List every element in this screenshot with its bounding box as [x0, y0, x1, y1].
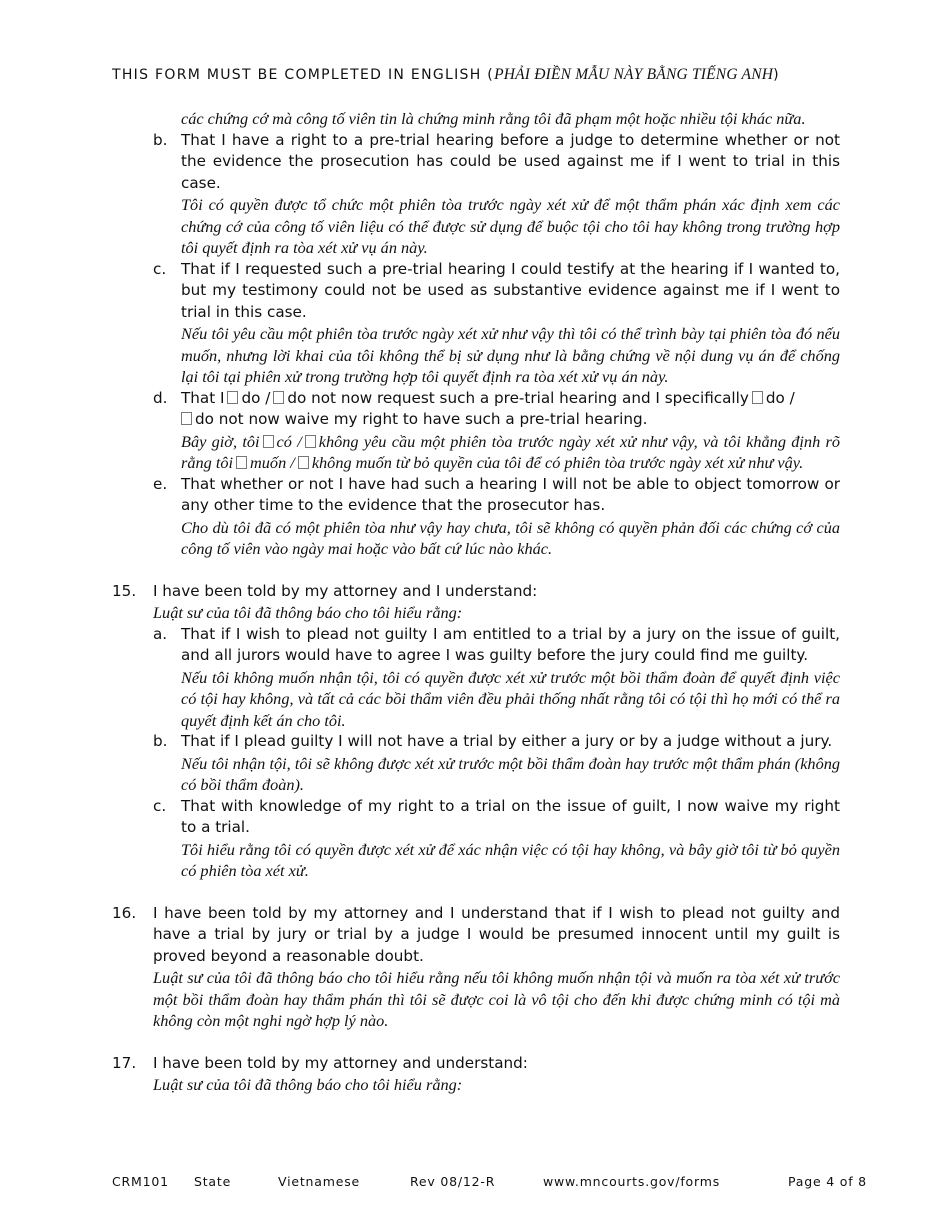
item-label: d.: [153, 388, 168, 407]
section-vn: Luật sư của tôi đã thông báo cho tôi hiểu rằng:: [153, 1075, 463, 1094]
item-en: That if I plead guilty I will not have a trial by either a jury or by a judge without a jury.: [181, 732, 833, 750]
section-vn: Luật sư của tôi đã thông báo cho tôi hiểu rằng nếu tôi không muốn nhận tội và muốn ra tòa xét xử trước một bồi thẩm đoàn hay thẩm phán thì tôi sẽ được coi là vô tội cho đến khi được chứng minh có tội mà không còn một nghi ngờ hợp lý nào.: [153, 968, 840, 1030]
item-vn: [181, 431, 840, 474]
item-14b: [112, 130, 840, 259]
text: do /: [241, 388, 271, 407]
text: do not now waive my right to have such a pre-trial hearing.: [195, 410, 648, 428]
item-15b: [112, 731, 840, 796]
item-14e: [112, 474, 840, 560]
section-16: [112, 903, 840, 1032]
section-en: I have been told by my attorney and understand:: [153, 1053, 528, 1072]
header-english: THIS FORM MUST BE COMPLETED IN ENGLISH (: [112, 67, 495, 83]
section-en: I have been told by my attorney and I understand:: [153, 581, 538, 600]
checkbox-do-request[interactable]: [227, 391, 238, 404]
checkbox-khong-muon[interactable]: [298, 456, 309, 469]
item-14c: [112, 259, 840, 388]
item-vn: Tôi hiểu rằng tôi có quyền được xét xử để xác nhận việc có tội hay không, và bây giờ tôi từ bỏ quyền có phiên tòa xét xử.: [181, 839, 840, 880]
footer-url[interactable]: www.mncourts.gov/forms: [543, 1174, 721, 1189]
item-vn: Nếu tôi yêu cầu một phiên tòa trước ngày xét xử như vậy thì tôi có thể trình bày tại phiên tòa đó nếu muốn, nhưng lời khai của tôi không thể bị sử dụng như là bằng chứng về nội dung vụ án để chống lại tôi tại phiên xử trong trường hợp tôi quyết định ra tòa xét xử vụ án này.: [181, 324, 840, 386]
text: không yêu cầu một phiên tòa trước ngày xét xử như vậy,: [318, 431, 698, 451]
footer-form-id: CRM101: [112, 1174, 169, 1189]
item-en: That whether or not I have had such a hearing I will not be able to object tomorrow or any other time to the evidence that the prosecutor has.: [181, 474, 840, 514]
item-14d: [112, 388, 840, 474]
item-15a: [112, 624, 840, 732]
item-vn: Nếu tôi không muốn nhận tội, tôi có quyền được xét xử trước một bồi thẩm đoàn để quyết định việc có tội hay không, và tất cả các bồi thẩm viên đều phải thống nhất rằng tôi có tội thì họ mới có thể ra quyết định kết án cho tôi.: [181, 667, 840, 730]
section-en: I have been told by my attorney and I understand that if I wish to plead not guilty and have a trial by jury or trial by a judge I would be presumed innocent until my guilt is proved beyond a reasonable doubt.: [153, 903, 840, 965]
section-number: 16.: [112, 903, 137, 922]
text: Bây giờ, tôi: [181, 431, 260, 451]
item-15c: [112, 796, 840, 882]
section-number: 15.: [112, 581, 137, 600]
item-label: b.: [153, 732, 168, 750]
checkbox-do-not-request[interactable]: [273, 391, 284, 404]
item-en: That with knowledge of my right to a trial on the issue of guilt, I now waive my right to a trial.: [181, 796, 840, 836]
page-header: [112, 66, 780, 84]
item-vn: Tôi có quyền được tổ chức một phiên tòa trước ngày xét xử để một thẩm phán xác định xem các chứng cớ của công tố viên liệu có thể được sử dụng để buộc tội cho tôi hay không trong trường hợp tôi quyết định ra tòa xét xử vụ án này.: [181, 195, 840, 257]
item-en: That if I requested such a pre-trial hearing I could testify at the hearing if I wanted to, but my testimony could not be used as substantive evidence against me if I went to trial in this case.: [181, 259, 840, 321]
footer-state: State: [194, 1174, 232, 1189]
text: do not now request such a pre-trial hearing and I specifically: [287, 388, 749, 407]
item-label: b.: [153, 130, 168, 149]
text: có /: [276, 431, 302, 451]
item-label: e.: [153, 474, 168, 493]
checkbox-muon[interactable]: [236, 456, 247, 469]
form-body: [112, 108, 840, 1096]
section-number: 17.: [112, 1053, 137, 1072]
continuation-vn: các chứng cớ mà công tố viên tin là chứng minh rằng tôi đã phạm một hoặc nhiều tội khác nữa.: [181, 109, 806, 128]
checkbox-co[interactable]: [263, 435, 274, 448]
checkbox-do-not-waive[interactable]: [181, 412, 192, 425]
footer-revision: Rev 08/12-R: [410, 1174, 496, 1189]
section-15: [112, 581, 840, 624]
item-label: c.: [153, 259, 167, 278]
text: do /: [765, 388, 795, 407]
text: và tôi khẳng định rõ rằng tôi: [181, 431, 840, 472]
text: That I: [181, 388, 225, 407]
header-close: ): [773, 67, 780, 83]
item-label: a.: [153, 624, 168, 643]
section-vn: Luật sư của tôi đã thông báo cho tôi hiểu rằng:: [153, 603, 463, 622]
checkbox-do-waive[interactable]: [752, 391, 763, 404]
header-vietnamese: PHẢI ĐIỀN MẪU NÀY BẰNG TIẾNG ANH: [494, 66, 774, 83]
item-en: That if I wish to plead not guilty I am entitled to a trial by a jury on the issue of guilt, and all jurors would have to agree I was guilty before the jury could find me guilty.: [181, 624, 840, 664]
item-vn: Nếu tôi nhận tội, tôi sẽ không được xét xử trước một bồi thẩm đoàn hay trước một thẩm phán (không có bồi thẩm đoàn).: [181, 753, 840, 794]
item-en: [181, 388, 840, 431]
text: muốn /: [250, 453, 295, 472]
item-en: That I have a right to a pre-trial hearing before a judge to determine whether or not the evidence the prosecution has could be used against me if I went to trial in this case.: [181, 130, 840, 192]
item-label: c.: [153, 796, 167, 815]
text: không muốn từ bỏ quyền của tôi để có phiên tòa trước ngày xét xử như vậy.: [311, 453, 804, 472]
footer-language: Vietnamese: [278, 1174, 360, 1189]
section-17: [112, 1053, 840, 1096]
footer-page-number: Page 4 of 8: [788, 1174, 867, 1189]
item-vn: Cho dù tôi đã có một phiên tòa như vậy hay chưa, tôi sẽ không có quyền phản đối các chứng cớ của công tố viên vào ngày mai hoặc vào bất cứ lúc nào khác.: [181, 517, 840, 558]
checkbox-khong[interactable]: [305, 435, 316, 448]
